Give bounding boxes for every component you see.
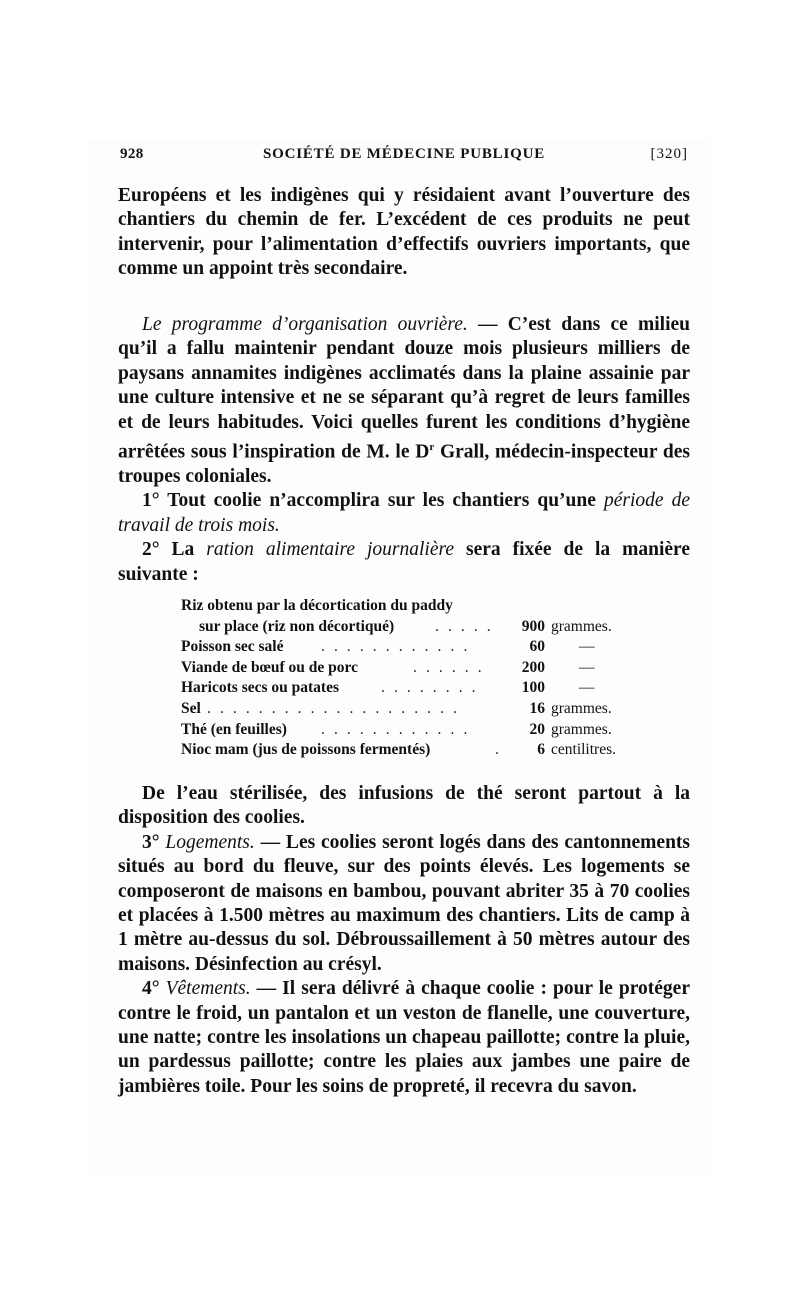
ration-row: Sel . . . . . . . . . . . . . . . . . . . . 16 grammes. xyxy=(181,699,612,717)
running-header xyxy=(120,146,688,170)
paragraph-3: De l’eau stérilisée, des infusions de thé seront partout à la disposition des coolies. xyxy=(118,783,690,829)
ration-row: Haricots secs ou patates . . . . . . . . 100 — xyxy=(181,679,595,697)
running-title: SOCIÉTÉ DE MÉDECINE PUBLIQUE xyxy=(262,146,546,162)
section-heading: Le programme d’organisation ouvrière. xyxy=(142,314,468,335)
item-4: 4° Vêtements. — Il sera délivré à chaque coolie : pour le protéger contre le froid, un pantalon et un veston de flanelle, une couverture, une natte; contre les insolations un chapeau paillotte; contre la pluie, un pardessus paillotte; contre les plaies aux jambes une paire de jambières toile. Pour les soins de propreté, il recevra du savon. xyxy=(118,978,690,1097)
paragraph-continuation xyxy=(118,184,690,282)
paragraph-1: Européens et les indigènes qui y résidaient avant l’ouverture des chantiers du chemin de fer. L’excédent de ces produits ne peut intervenir, pour l’alimentation d’effectifs ouvriers importants, que comme un appoint très secondaire. xyxy=(118,185,690,280)
section-programme xyxy=(118,313,690,587)
ration-row: Viande de bœuf ou de porc . . . . . . 200 — xyxy=(181,658,595,676)
ration-row: sur place (riz non décortiqué) . . . . . 900 grammes. xyxy=(199,617,612,635)
ration-row: Thé (en feuilles) . . . . . . . . . . . . 20 grammes. xyxy=(181,720,612,738)
paragraph-2: Le programme d’organisation ouvrière. — C’est dans ce milieu qu’il a fallu maintenir pendant douze mois plusieurs milliers de paysans annamites indigènes acclimatés dans la plaine assainie par une culture intensive et ne se séparant qu’à regret de leurs familles et de leurs habitudes. Voici quelles furent les conditions d’hygiène arrêtées sous l’inspiration de M. le $D^r$ Grall, médecin-inspecteur des troupes coloniales. xyxy=(118,314,690,487)
ration-row: Poisson sec salé . . . . . . . . . . . . 60 — xyxy=(181,638,595,656)
item-3: 3° Logements. — Les coolies seront logés dans des cantonnements situés au bord du fleuve, sur des points élevés. Les logements se composeront de maisons en bambou, pouvant abriter 35 à 70 coolies et placées à 1.500 mètres au maximum des chantiers. Lits de camp à 1 mètre au-dessus du sol. Débroussaillement à 50 mètres autour des maisons. Désinfection au crésyl. xyxy=(118,831,690,975)
page-reference: [320] xyxy=(650,146,688,162)
ration-row: Nioc mam (jus de poissons fermentés) . 6 centilitres. xyxy=(181,741,616,759)
item-1: 1° Tout coolie n’accomplira sur les chantiers qu’une période de travail de trois mois. xyxy=(118,490,690,536)
page-number: 928 xyxy=(120,146,144,162)
section-conditions xyxy=(118,782,690,1099)
ration-table xyxy=(181,596,651,761)
item-2: 2° La ration alimentaire journalière sera fixée de la manière suivante : xyxy=(118,539,690,585)
ration-row: Riz obtenu par la décortication du paddy xyxy=(181,597,453,614)
